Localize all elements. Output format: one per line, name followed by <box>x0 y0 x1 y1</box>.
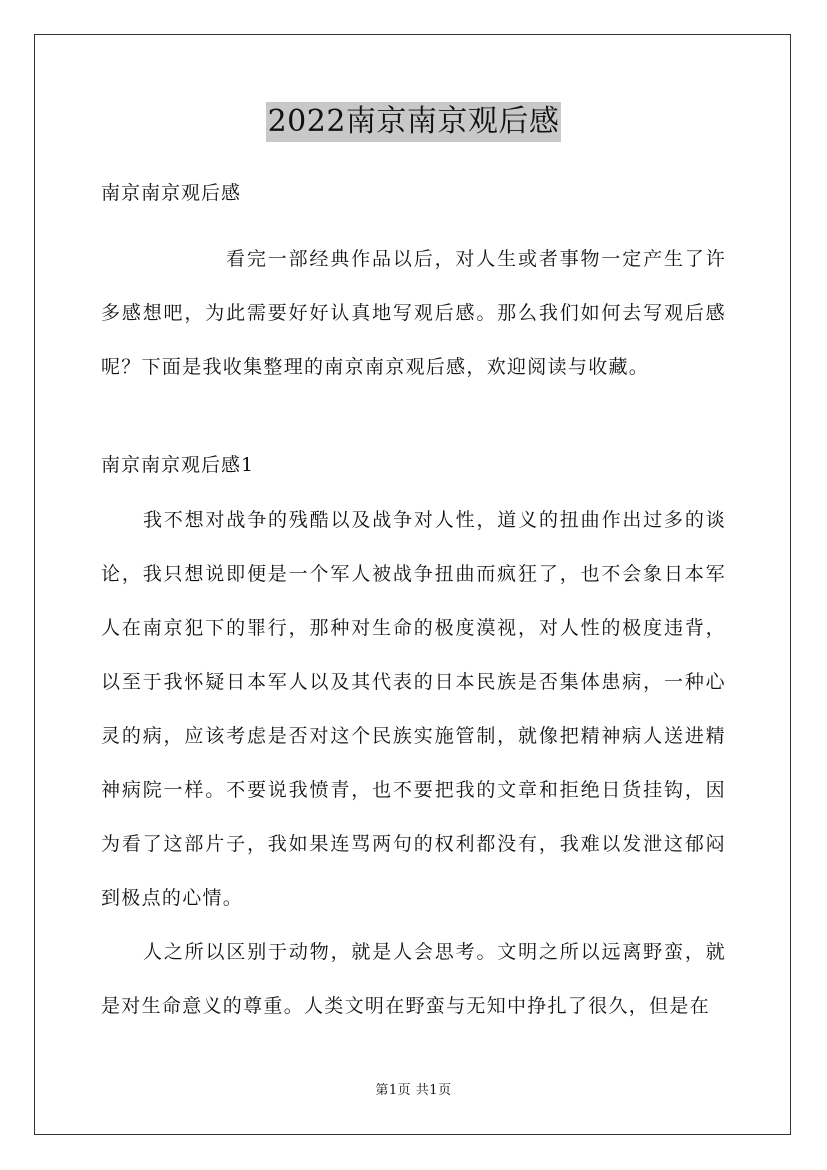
document-title: 2022南京南京观后感 <box>266 102 562 142</box>
title-container <box>0 102 827 142</box>
section-heading: 南京南京观后感1 <box>101 454 255 476</box>
document-subtitle: 南京南京观后感 <box>101 182 242 204</box>
body-paragraph-2: 人之所以区别于动物，就是人会思考。文明之所以远离野蛮，就是对生命意义的尊重。人类文明在野蛮与无知中挣扎了很久，但是在 <box>101 941 726 1017</box>
body-paragraph-1: 我不想对战争的残酷以及战争对人性，道义的扭曲作出过多的谈论，我只想说即便是一个军人被战争扭曲而疯狂了，也不会象日本军人在南京犯下的罪行，那种对生命的极度漠视，对人性的极度违背，以至于我怀疑日本军人以及其代表的日本民族是否集体患病，一种心灵的病，应该考虑是否对这个民族实施管制，就像把精神病人送进精神病院一样。不要说我愤青，也不要把我的文章和拒绝日货挂钩，因为看了这部片子，我如果连骂两句的权利都没有，我难以发泄这郁闷到极点的心情。 <box>101 509 726 909</box>
page-footer: 第1页 共1页 <box>375 1083 452 1098</box>
intro-paragraph: 看完一部经典作品以后，对人生或者事物一定产生了许多感想吧，为此需要好好认真地写观后感。那么我们如何去写观后感呢？下面是我收集整理的南京南京观后感，欢迎阅读与收藏。 <box>101 248 726 378</box>
